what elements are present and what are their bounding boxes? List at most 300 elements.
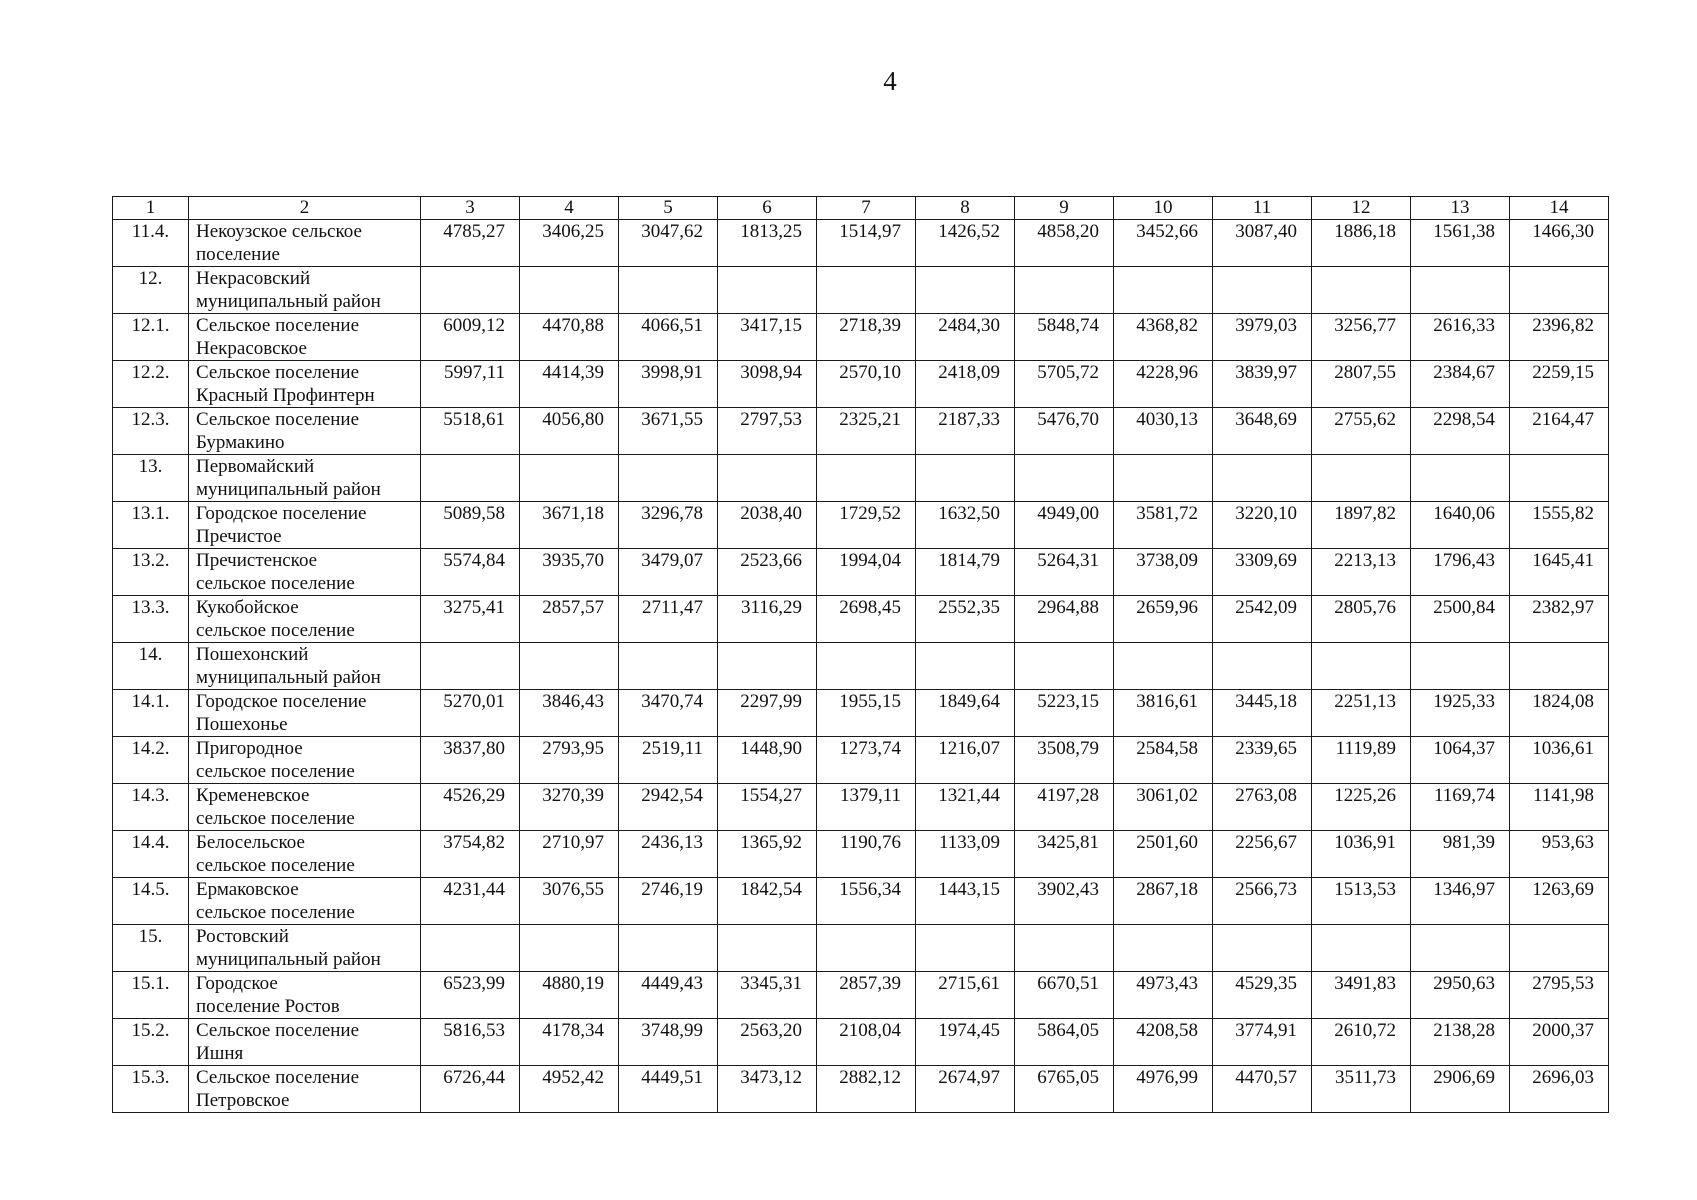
value-cell: 3671,18 [520,502,619,549]
row-number-cell: 13.1. [113,502,189,549]
value-cell: 2542,09 [1213,596,1312,643]
value-cell: 953,63 [1510,831,1609,878]
column-header: 14 [1510,197,1609,220]
value-cell [619,643,718,690]
value-cell: 2857,57 [520,596,619,643]
value-cell: 3256,77 [1312,314,1411,361]
value-cell [817,267,916,314]
table-row [113,972,1609,1019]
value-cell: 3479,07 [619,549,718,596]
value-cell: 2418,09 [916,361,1015,408]
municipality-name-cell [189,643,421,690]
value-cell: 1141,98 [1510,784,1609,831]
value-cell: 1169,74 [1411,784,1510,831]
table-row [113,643,1609,690]
value-cell: 4178,34 [520,1019,619,1066]
row-number-cell: 15. [113,925,189,972]
row-number-cell: 14.2. [113,737,189,784]
value-cell: 2164,47 [1510,408,1609,455]
value-cell: 2256,67 [1213,831,1312,878]
value-cell: 2696,03 [1510,1066,1609,1113]
municipality-name-cell [189,737,421,784]
value-cell: 4880,19 [520,972,619,1019]
value-cell: 6670,51 [1015,972,1114,1019]
municipality-name-cell [189,831,421,878]
value-cell [1213,455,1312,502]
row-number-cell: 13.3. [113,596,189,643]
value-cell: 3839,97 [1213,361,1312,408]
value-cell: 1645,41 [1510,549,1609,596]
value-cell: 3452,66 [1114,220,1213,267]
value-cell: 3902,43 [1015,878,1114,925]
value-cell: 2674,97 [916,1066,1015,1113]
value-cell: 1640,06 [1411,502,1510,549]
value-cell: 2436,13 [619,831,718,878]
municipality-name-line-2: Петровское [196,1090,290,1111]
value-cell: 3738,09 [1114,549,1213,596]
municipality-name-cell [189,1019,421,1066]
value-cell: 1514,97 [817,220,916,267]
value-cell: 2793,95 [520,737,619,784]
table-row [113,361,1609,408]
value-cell: 4470,88 [520,314,619,361]
municipality-name-line-2: Ишня [196,1043,244,1064]
municipality-name-line-2: Красный Профинтерн [196,385,375,406]
table-row [113,831,1609,878]
value-cell: 1814,79 [916,549,1015,596]
row-number-cell: 13. [113,455,189,502]
municipality-name-line-2: сельское поселение [196,573,355,594]
column-header: 3 [421,197,520,220]
municipality-name-line-2: сельское поселение [196,761,355,782]
value-cell: 3816,61 [1114,690,1213,737]
column-header: 11 [1213,197,1312,220]
value-cell: 981,39 [1411,831,1510,878]
row-number-cell: 12. [113,267,189,314]
value-cell [1510,267,1609,314]
value-cell: 4414,39 [520,361,619,408]
value-cell: 6765,05 [1015,1066,1114,1113]
municipality-name-line-2: Пречистое [196,526,282,547]
municipality-name-line-1: Сельское поселение [196,409,360,430]
municipality-name-cell [189,878,421,925]
municipality-name-line-2: муниципальный район [196,667,381,688]
row-number-cell: 14.1. [113,690,189,737]
row-number-cell: 12.3. [113,408,189,455]
value-cell: 2857,39 [817,972,916,1019]
value-cell [1411,925,1510,972]
row-number-cell: 13.2. [113,549,189,596]
value-cell [421,267,520,314]
row-number-cell: 15.1. [113,972,189,1019]
value-cell: 1448,90 [718,737,817,784]
value-cell [421,925,520,972]
value-cell: 2038,40 [718,502,817,549]
municipality-name-cell [189,784,421,831]
value-cell: 3275,41 [421,596,520,643]
value-cell [916,455,1015,502]
table-row [113,549,1609,596]
value-cell [817,925,916,972]
municipality-name-line-1: Городское [196,973,278,994]
column-header: 13 [1411,197,1510,220]
value-cell: 2805,76 [1312,596,1411,643]
value-cell: 3998,91 [619,361,718,408]
value-cell [1015,925,1114,972]
value-cell [916,643,1015,690]
value-cell: 3076,55 [520,878,619,925]
value-cell: 5848,74 [1015,314,1114,361]
value-cell: 2906,69 [1411,1066,1510,1113]
column-header: 9 [1015,197,1114,220]
value-cell [1411,643,1510,690]
value-cell: 1554,27 [718,784,817,831]
municipality-name-line-2: сельское поселение [196,620,355,641]
municipality-name-line-1: Пречистенское [196,550,318,571]
value-cell: 2715,61 [916,972,1015,1019]
table-row [113,502,1609,549]
value-cell: 2718,39 [817,314,916,361]
municipality-name-line-1: Некоузское сельское [196,221,362,242]
value-cell: 1346,97 [1411,878,1510,925]
value-cell: 1849,64 [916,690,1015,737]
value-cell: 1955,15 [817,690,916,737]
value-cell: 1994,04 [817,549,916,596]
value-cell: 4368,82 [1114,314,1213,361]
value-cell: 2711,47 [619,596,718,643]
row-number-cell: 14.5. [113,878,189,925]
column-header: 10 [1114,197,1213,220]
value-cell: 4231,44 [421,878,520,925]
value-cell: 2396,82 [1510,314,1609,361]
municipality-name-line-1: Сельское поселение [196,362,360,383]
value-cell [1510,643,1609,690]
municipality-name-cell [189,408,421,455]
value-cell: 6726,44 [421,1066,520,1113]
value-cell: 4066,51 [619,314,718,361]
table-row [113,455,1609,502]
value-cell [916,267,1015,314]
municipality-name-line-1: Ермаковское [196,879,299,900]
value-cell: 3508,79 [1015,737,1114,784]
value-cell: 4197,28 [1015,784,1114,831]
municipality-name-cell [189,267,421,314]
table-row [113,690,1609,737]
value-cell: 3061,02 [1114,784,1213,831]
municipality-name-line-1: Кременевское [196,785,310,806]
value-cell: 3417,15 [718,314,817,361]
column-header: 8 [916,197,1015,220]
value-cell: 2964,88 [1015,596,1114,643]
municipality-name-line-1: Кукобойское [196,597,299,618]
value-cell: 5816,53 [421,1019,520,1066]
value-cell: 2698,45 [817,596,916,643]
value-cell: 2298,54 [1411,408,1510,455]
value-cell: 4952,42 [520,1066,619,1113]
row-number-cell: 14. [113,643,189,690]
value-cell: 3671,55 [619,408,718,455]
value-cell: 1886,18 [1312,220,1411,267]
row-number-cell: 15.3. [113,1066,189,1113]
value-cell [718,267,817,314]
value-cell: 6523,99 [421,972,520,1019]
value-cell: 1036,91 [1312,831,1411,878]
municipality-name-cell [189,549,421,596]
value-cell: 2942,54 [619,784,718,831]
value-cell: 5574,84 [421,549,520,596]
value-cell [1213,925,1312,972]
municipality-name-cell [189,361,421,408]
value-cell: 3473,12 [718,1066,817,1113]
value-cell: 1273,74 [817,737,916,784]
value-cell: 5997,11 [421,361,520,408]
municipality-name-line-2: поселение [196,244,280,265]
page-number: 4 [883,66,897,96]
value-cell [916,925,1015,972]
value-cell: 2382,97 [1510,596,1609,643]
value-cell: 3270,39 [520,784,619,831]
value-cell: 2384,67 [1411,361,1510,408]
value-cell: 2610,72 [1312,1019,1411,1066]
table-row [113,784,1609,831]
value-cell: 2763,08 [1213,784,1312,831]
value-cell: 3345,31 [718,972,817,1019]
value-cell: 2251,13 [1312,690,1411,737]
value-cell: 3406,25 [520,220,619,267]
value-cell [520,643,619,690]
municipality-name-line-2: Бурмакино [196,432,285,453]
municipality-name-line-1: Сельское поселение [196,1067,360,1088]
value-cell: 4529,35 [1213,972,1312,1019]
value-cell [1114,267,1213,314]
value-cell [1312,267,1411,314]
value-cell [520,267,619,314]
municipality-name-line-2: Некрасовское [196,338,307,359]
value-cell: 3425,81 [1015,831,1114,878]
value-cell: 4056,80 [520,408,619,455]
value-cell: 1119,89 [1312,737,1411,784]
value-cell: 2187,33 [916,408,1015,455]
value-cell: 3098,94 [718,361,817,408]
value-cell [1114,925,1213,972]
municipality-name-line-2: сельское поселение [196,902,355,923]
value-cell: 5705,72 [1015,361,1114,408]
value-cell: 2519,11 [619,737,718,784]
value-cell: 2616,33 [1411,314,1510,361]
value-cell: 5270,01 [421,690,520,737]
municipality-name-cell [189,690,421,737]
value-cell: 1263,69 [1510,878,1609,925]
value-cell: 3309,69 [1213,549,1312,596]
municipality-name-cell [189,596,421,643]
municipality-name-line-2: поселение Ростов [196,996,340,1017]
value-cell: 2339,65 [1213,737,1312,784]
municipality-name-line-1: Некрасовский [196,268,311,289]
value-cell [619,455,718,502]
value-cell [718,925,817,972]
value-cell: 1632,50 [916,502,1015,549]
value-cell [1015,643,1114,690]
value-cell: 2325,21 [817,408,916,455]
value-cell: 2746,19 [619,878,718,925]
municipality-name-line-1: Пошехонский [196,644,309,665]
value-cell: 1897,82 [1312,502,1411,549]
value-cell: 6009,12 [421,314,520,361]
value-cell [1015,267,1114,314]
value-cell: 5518,61 [421,408,520,455]
row-number-cell: 12.1. [113,314,189,361]
value-cell: 3047,62 [619,220,718,267]
value-cell: 2213,13 [1312,549,1411,596]
row-number-cell: 14.3. [113,784,189,831]
value-cell: 5089,58 [421,502,520,549]
row-number-cell: 11.4. [113,220,189,267]
column-header: 1 [113,197,189,220]
value-cell: 1321,44 [916,784,1015,831]
value-cell: 4949,00 [1015,502,1114,549]
value-cell: 3748,99 [619,1019,718,1066]
value-cell: 3581,72 [1114,502,1213,549]
value-cell: 3935,70 [520,549,619,596]
municipality-name-cell [189,925,421,972]
value-cell: 4973,43 [1114,972,1213,1019]
value-cell [718,455,817,502]
value-cell: 3837,80 [421,737,520,784]
table-row [113,267,1609,314]
value-cell: 1561,38 [1411,220,1510,267]
value-cell [1114,643,1213,690]
municipality-name-cell [189,220,421,267]
value-cell: 2552,35 [916,596,1015,643]
table-header-row [113,197,1609,220]
municipality-name-line-2: сельское поселение [196,855,355,876]
value-cell: 3511,73 [1312,1066,1411,1113]
municipality-name-line-2: муниципальный район [196,291,381,312]
column-header: 7 [817,197,916,220]
value-cell [1114,455,1213,502]
value-cell: 2501,60 [1114,831,1213,878]
value-cell: 1426,52 [916,220,1015,267]
municipality-name-cell [189,314,421,361]
value-cell: 4976,99 [1114,1066,1213,1113]
value-cell: 1796,43 [1411,549,1510,596]
value-cell: 4449,51 [619,1066,718,1113]
value-cell: 5864,05 [1015,1019,1114,1066]
value-cell: 3774,91 [1213,1019,1312,1066]
value-cell: 2259,15 [1510,361,1609,408]
value-cell: 3116,29 [718,596,817,643]
value-cell [421,643,520,690]
value-cell [1015,455,1114,502]
column-header: 6 [718,197,817,220]
value-cell: 1190,76 [817,831,916,878]
value-cell: 1925,33 [1411,690,1510,737]
value-cell [421,455,520,502]
value-cell: 4449,43 [619,972,718,1019]
municipality-name-line-2: муниципальный район [196,479,381,500]
column-header: 4 [520,197,619,220]
value-cell: 2807,55 [1312,361,1411,408]
value-cell: 1555,82 [1510,502,1609,549]
value-cell: 2570,10 [817,361,916,408]
value-cell: 3220,10 [1213,502,1312,549]
value-cell: 4526,29 [421,784,520,831]
row-number-cell: 12.2. [113,361,189,408]
table-row [113,408,1609,455]
value-cell: 3491,83 [1312,972,1411,1019]
table-row [113,737,1609,784]
value-cell [619,267,718,314]
value-cell: 2108,04 [817,1019,916,1066]
municipality-name-cell [189,972,421,1019]
table-row [113,1019,1609,1066]
municipality-name-cell [189,455,421,502]
value-cell: 1365,92 [718,831,817,878]
value-cell: 4470,57 [1213,1066,1312,1113]
value-cell: 4228,96 [1114,361,1213,408]
municipality-name-line-1: Пригородное [196,738,303,759]
value-cell: 1225,26 [1312,784,1411,831]
value-cell: 2523,66 [718,549,817,596]
table-row [113,596,1609,643]
value-cell: 1974,45 [916,1019,1015,1066]
column-header: 12 [1312,197,1411,220]
municipality-name-line-1: Первомайский [196,456,315,477]
value-cell: 1842,54 [718,878,817,925]
value-cell: 1813,25 [718,220,817,267]
value-cell [520,455,619,502]
value-cell: 2882,12 [817,1066,916,1113]
value-cell: 2797,53 [718,408,817,455]
value-cell: 5264,31 [1015,549,1114,596]
value-cell: 3470,74 [619,690,718,737]
value-cell [718,643,817,690]
value-cell [619,925,718,972]
value-cell: 4858,20 [1015,220,1114,267]
municipality-name-line-1: Ростовский [196,926,289,947]
municipality-name-line-2: муниципальный район [196,949,381,970]
value-cell: 2566,73 [1213,878,1312,925]
value-cell: 3296,78 [619,502,718,549]
value-cell: 4208,58 [1114,1019,1213,1066]
value-cell [1312,643,1411,690]
value-cell: 1824,08 [1510,690,1609,737]
value-cell: 4785,27 [421,220,520,267]
value-cell [1510,925,1609,972]
value-cell: 3979,03 [1213,314,1312,361]
value-cell: 3087,40 [1213,220,1312,267]
value-cell: 1443,15 [916,878,1015,925]
table-row [113,1066,1609,1113]
municipality-name-line-1: Городское поселение [196,503,367,524]
value-cell [817,455,916,502]
value-cell: 4030,13 [1114,408,1213,455]
municipality-name-line-2: сельское поселение [196,808,355,829]
column-header: 5 [619,197,718,220]
table-row [113,220,1609,267]
value-cell: 2000,37 [1510,1019,1609,1066]
value-cell [1411,267,1510,314]
value-cell: 2500,84 [1411,596,1510,643]
row-number-cell: 14.4. [113,831,189,878]
value-cell [520,925,619,972]
value-cell: 3445,18 [1213,690,1312,737]
value-cell: 2584,58 [1114,737,1213,784]
value-cell: 1513,53 [1312,878,1411,925]
value-cell: 1379,11 [817,784,916,831]
value-cell [817,643,916,690]
value-cell: 2795,53 [1510,972,1609,1019]
